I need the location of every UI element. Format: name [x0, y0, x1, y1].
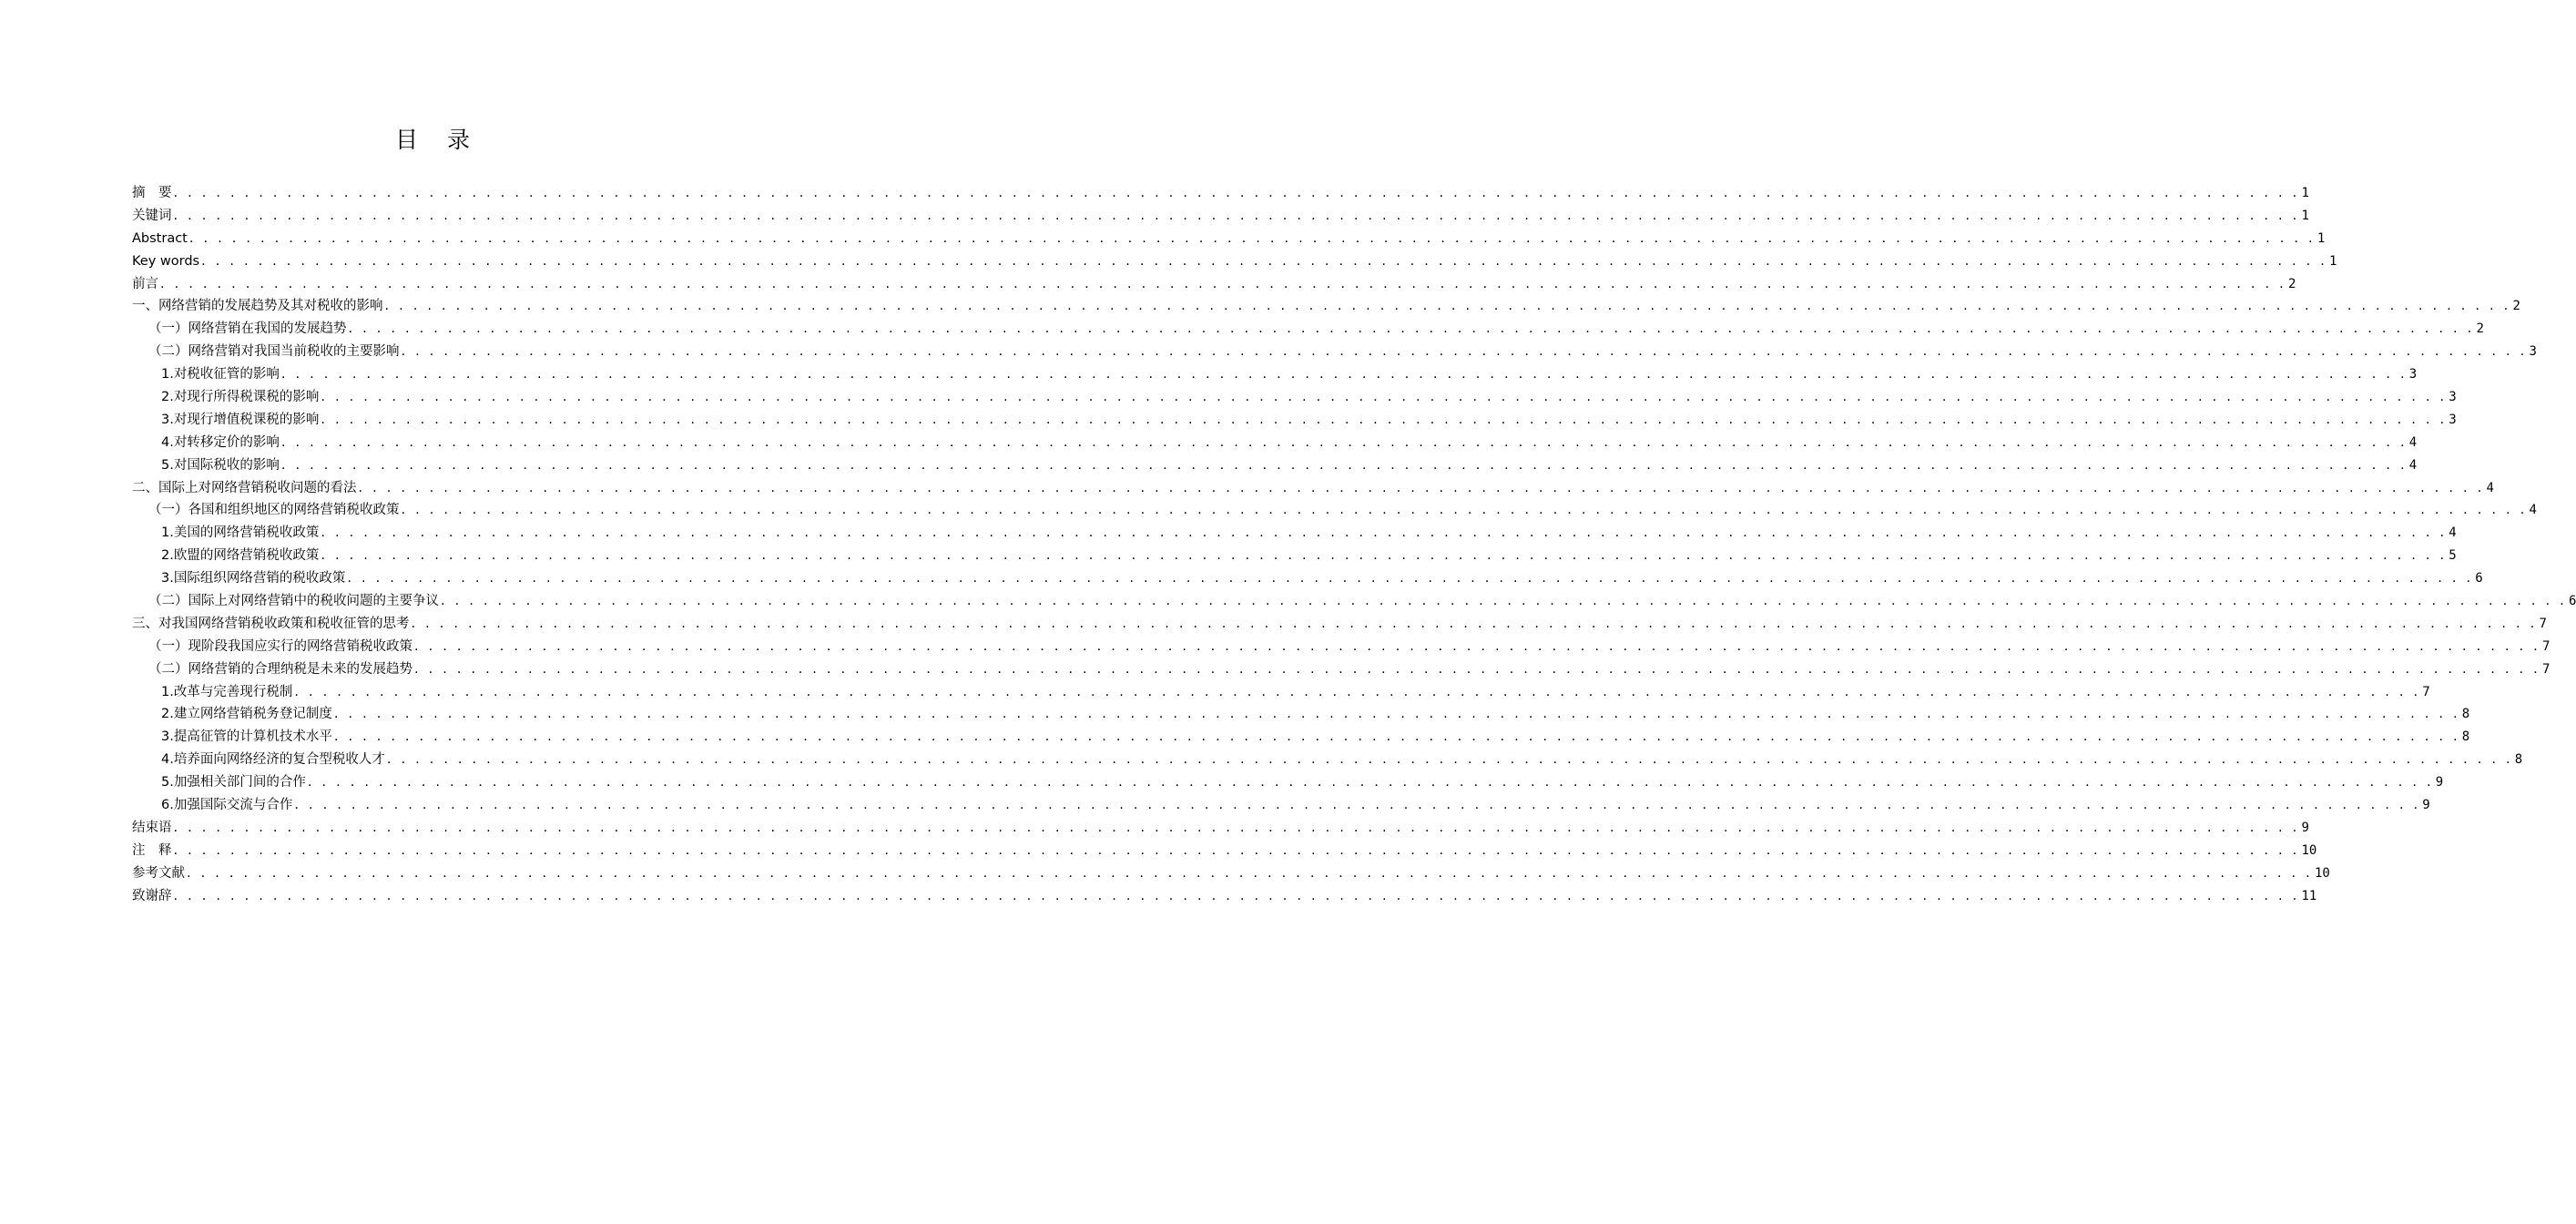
toc-entry-page-number: 4 [2529, 503, 2537, 518]
toc-entry-page-number: 8 [2461, 707, 2470, 722]
toc-leader-dots: . . . . . . . . . . . . . . . . . . . . . . . . . . . . . . . . . . . . . . . . . . . . . . . . . . . . . . . . . . . . . . . . . . . . . . . . . . . . . . . . . . . . . . . . . . . . . . . . . . . . . . . . . . . . . . . . . . . . . . . . . . . . . . . . . . . . . . . . . . . . . . . . . . . . . . [414, 638, 2540, 654]
toc-leader-dots: . . . . . . . . . . . . . . . . . . . . . . . . . . . . . . . . . . . . . . . . . . . . . . . . . . . . . . . . . . . . . . . . . . . . . . . . . . . . . . . . . . . . . . . . . . . . . . . . . . . . . . . . . . . . . . . . . . . . . . . . . . . . . . . . . . . . . . . . . . . . . . . . . . . . . . [280, 457, 2408, 473]
toc-entry-page-number: 5 [2449, 548, 2457, 564]
toc-entry-label: 三、对我国网络营销税收政策和税收征管的思考 [132, 616, 410, 631]
toc-leader-dots: . . . . . . . . . . . . . . . . . . . . . . . . . . . . . . . . . . . . . . . . . . . . . . . . . . . . . . . . . . . . . . . . . . . . . . . . . . . . . . . . . . . . . . . . . . . . . . . . . . . . . . . . . . . . . . . . . . . . . . . . . . . . . . . . . . . . . . . . . . . . . . . . . . . . . . [321, 548, 2448, 564]
toc-entry-label: 关键词 [132, 208, 172, 223]
toc-entry-label: 前言 [132, 276, 158, 291]
toc-entry[interactable] [132, 228, 2326, 250]
toc-entry-page-number: 8 [2461, 729, 2470, 745]
toc-entry[interactable] [132, 295, 2520, 318]
toc-entry-label: 4.对转移定价的影响 [161, 434, 280, 450]
toc-leader-dots: . . . . . . . . . . . . . . . . . . . . . . . . . . . . . . . . . . . . . . . . . . . . . . . . . . . . . . . . . . . . . . . . . . . . . . . . . . . . . . . . . . . . . . . . . . . . . . . . . . . . . . . . . . . . . . . . . . . . . . . . . . . . . . . . . . . . . . . . . . . . . . . . . . . . . . [173, 820, 2300, 835]
toc-entry[interactable] [132, 409, 2457, 432]
toc-entry-label: 5.加强相关部门间的合作 [161, 775, 306, 790]
toc-entry-label: （二）网络营销的合理纳税是未来的发展趋势 [148, 661, 412, 677]
toc-leader-dots: . . . . . . . . . . . . . . . . . . . . . . . . . . . . . . . . . . . . . . . . . . . . . . . . . . . . . . . . . . . . . . . . . . . . . . . . . . . . . . . . . . . . . . . . . . . . . . . . . . . . . . . . . . . . . . . . . . . . . . . . . . . . . . . . . . . . . . . . . . . . . . . . . . . . . . [173, 186, 2300, 200]
toc-leader-dots: . . . . . . . . . . . . . . . . . . . . . . . . . . . . . . . . . . . . . . . . . . . . . . . . . . . . . . . . . . . . . . . . . . . . . . . . . . . . . . . . . . . . . . . . . . . . . . . . . . . . . . . . . . . . . . . . . . . . . . . . . . . . . . . . . . . . . . . . . . . . . . . . . . . . . . [401, 503, 2528, 518]
toc-entry-page-number: 1 [2329, 253, 2337, 269]
toc-entry[interactable] [132, 885, 2317, 908]
toc-entry[interactable] [132, 205, 2309, 228]
toc-entry[interactable] [132, 613, 2547, 636]
toc-leader-dots: . . . . . . . . . . . . . . . . . . . . . . . . . . . . . . . . . . . . . . . . . . . . . . . . . . . . . . . . . . . . . . . . . . . . . . . . . . . . . . . . . . . . . . . . . . . . . . . . . . . . . . . . . . . . . . . . . . . . . . . . . . . . . . . . . . . . . . . . . . . . . . . . . . . . . . [321, 525, 2448, 541]
toc-entry-label: 一、网络营销的发展趋势及其对税收的影响 [132, 299, 383, 314]
toc-entry-label: （一）现阶段我国应实行的网络营销税收政策 [148, 638, 412, 654]
toc-entry-page-number: 6 [2568, 594, 2576, 609]
toc-entry-page-number: 7 [2539, 616, 2547, 631]
toc-leader-dots: . . . . . . . . . . . . . . . . . . . . . . . . . . . . . . . . . . . . . . . . . . . . . . . . . . . . . . . . . . . . . . . . . . . . . . . . . . . . . . . . . . . . . . . . . . . . . . . . . . . . . . . . . . . . . . . . . . . . . . . . . . . . . . . . . . . . . . . . . . . . . . . . . . . . . . [358, 480, 2485, 495]
toc-entry[interactable] [132, 318, 2484, 341]
toc-entry-label: Key words [132, 253, 200, 269]
toc-entry-page-number: 2 [2287, 276, 2296, 291]
toc-leader-dots: . . . . . . . . . . . . . . . . . . . . . . . . . . . . . . . . . . . . . . . . . . . . . . . . . . . . . . . . . . . . . . . . . . . . . . . . . . . . . . . . . . . . . . . . . . . . . . . . . . . . . . . . . . . . . . . . . . . . . . . . . . . . . . . . . . . . . . . . . . . . . . . . . . . . . . [188, 230, 2316, 246]
toc-entry-label: （二）网络营销对我国当前税收的主要影响 [148, 344, 400, 360]
toc-entry-page-number: 11 [2301, 888, 2317, 903]
toc-entry[interactable] [132, 545, 2457, 567]
toc-leader-dots: . . . . . . . . . . . . . . . . . . . . . . . . . . . . . . . . . . . . . . . . . . . . . . . . . . . . . . . . . . . . . . . . . . . . . . . . . . . . . . . . . . . . . . . . . . . . . . . . . . . . . . . . . . . . . . . . . . . . . . . . . . . . . . . . . . . . . . . . . . . . . . . . . . . . . . [160, 276, 2286, 291]
toc-leader-dots: . . . . . . . . . . . . . . . . . . . . . . . . . . . . . . . . . . . . . . . . . . . . . . . . . . . . . . . . . . . . . . . . . . . . . . . . . . . . . . . . . . . . . . . . . . . . . . . . . . . . . . . . . . . . . . . . . . . . . . . . . . . . . . . . . . . . . . . . . . . . . . . . . . . . . . [294, 684, 2421, 699]
toc-entry[interactable] [132, 840, 2317, 862]
toc-entry-label: （二）国际上对网络营销中的税收问题的主要争议 [148, 594, 439, 609]
toc-entry-label: 3.对现行增值税课税的影响 [161, 412, 320, 427]
toc-entry[interactable] [132, 567, 2483, 590]
toc-entry-label: 1.改革与完善现行税制 [161, 684, 293, 699]
toc-entry[interactable] [132, 794, 2430, 817]
toc-leader-dots: . . . . . . . . . . . . . . . . . . . . . . . . . . . . . . . . . . . . . . . . . . . . . . . . . . . . . . . . . . . . . . . . . . . . . . . . . . . . . . . . . . . . . . . . . . . . . . . . . . . . . . . . . . . . . . . . . . . . . . . . . . . . . . . . . . . . . . . . . . . . . . . . . . . . . . [201, 253, 2328, 269]
toc-entry[interactable] [132, 341, 2537, 363]
toc-leader-dots: . . . . . . . . . . . . . . . . . . . . . . . . . . . . . . . . . . . . . . . . . . . . . . . . . . . . . . . . . . . . . . . . . . . . . . . . . . . . . . . . . . . . . . . . . . . . . . . . . . . . . . . . . . . . . . . . . . . . . . . . . . . . . . . . . . . . . . . . . . . . . . . . . . . . . . [321, 390, 2448, 405]
toc-entry[interactable] [132, 454, 2418, 477]
toc-entry-label: （一）网络营销在我国的发展趋势 [148, 321, 347, 337]
toc-entry[interactable] [132, 499, 2537, 522]
toc-leader-dots: . . . . . . . . . . . . . . . . . . . . . . . . . . . . . . . . . . . . . . . . . . . . . . . . . . . . . . . . . . . . . . . . . . . . . . . . . . . . . . . . . . . . . . . . . . . . . . . . . . . . . . . . . . . . . . . . . . . . . . . . . . . . . . . . . . . . . . . . . . . . . . . . . . . . . . [173, 888, 2300, 903]
toc-leader-dots: . . . . . . . . . . . . . . . . . . . . . . . . . . . . . . . . . . . . . . . . . . . . . . . . . . . . . . . . . . . . . . . . . . . . . . . . . . . . . . . . . . . . . . . . . . . . . . . . . . . . . . . . . . . . . . . . . . . . . . . . . . . . . . . . . . . . . . . . . . . . . . . . . . . . . . [347, 571, 2474, 586]
toc-leader-dots: . . . . . . . . . . . . . . . . . . . . . . . . . . . . . . . . . . . . . . . . . . . . . . . . . . . . . . . . . . . . . . . . . . . . . . . . . . . . . . . . . . . . . . . . . . . . . . . . . . . . . . . . . . . . . . . . . . . . . . . . . . . . . . . . . . . . . . . . . . . . . . . . . . . . . . [280, 367, 2408, 382]
toc-entry-label: 2.建立网络营销税务登记制度 [161, 707, 332, 722]
toc-leader-dots: . . . . . . . . . . . . . . . . . . . . . . . . . . . . . . . . . . . . . . . . . . . . . . . . . . . . . . . . . . . . . . . . . . . . . . . . . . . . . . . . . . . . . . . . . . . . . . . . . . . . . . . . . . . . . . . . . . . . . . . . . . . . . . . . . . . . . . . . . . . . . . . . . . . . . . [414, 661, 2540, 677]
toc-entry[interactable] [132, 726, 2470, 749]
toc-leader-dots: . . . . . . . . . . . . . . . . . . . . . . . . . . . . . . . . . . . . . . . . . . . . . . . . . . . . . . . . . . . . . . . . . . . . . . . . . . . . . . . . . . . . . . . . . . . . . . . . . . . . . . . . . . . . . . . . . . . . . . . . . . . . . . . . . . . . . . . . . . . . . . . . . . . . . . [333, 729, 2460, 745]
toc-entry-page-number: 1 [2316, 230, 2326, 246]
toc-leader-dots: . . . . . . . . . . . . . . . . . . . . . . . . . . . . . . . . . . . . . . . . . . . . . . . . . . . . . . . . . . . . . . . . . . . . . . . . . . . . . . . . . . . . . . . . . . . . . . . . . . . . . . . . . . . . . . . . . . . . . . . . . . . . . . . . . . . . . . . . . . . . . . . . . . . . . . [411, 616, 2538, 631]
toc-leader-dots: . . . . . . . . . . . . . . . . . . . . . . . . . . . . . . . . . . . . . . . . . . . . . . . . . . . . . . . . . . . . . . . . . . . . . . . . . . . . . . . . . . . . . . . . . . . . . . . . . . . . . . . . . . . . . . . . . . . . . . . . . . . . . . . . . . . . . . . . . . . . . . . . . . . . . . [333, 707, 2460, 722]
toc-leader-dots: . . . . . . . . . . . . . . . . . . . . . . . . . . . . . . . . . . . . . . . . . . . . . . . . . . . . . . . . . . . . . . . . . . . . . . . . . . . . . . . . . . . . . . . . . . . . . . . . . . . . . . . . . . . . . . . . . . . . . . . . . . . . . . . . . . . . . . . . . . . . . . . . . . . . . . [386, 752, 2513, 768]
toc-entry-page-number: 4 [2449, 525, 2457, 541]
toc-entry-page-number: 2 [2512, 299, 2520, 314]
toc-title: 目 录 [395, 127, 481, 153]
toc-entry[interactable] [132, 363, 2418, 386]
table-of-contents [132, 182, 2576, 908]
toc-entry[interactable] [132, 636, 2551, 658]
toc-entry-page-number: 3 [2529, 344, 2537, 360]
toc-entry[interactable] [132, 386, 2457, 409]
toc-entry[interactable] [132, 658, 2551, 681]
toc-entry-label: 注 释 [132, 842, 172, 858]
toc-entry-page-number: 9 [2301, 820, 2309, 835]
toc-entry[interactable] [132, 681, 2430, 704]
toc-entry-page-number: 4 [2486, 480, 2494, 495]
toc-entry-page-number: 1 [2301, 186, 2309, 200]
toc-entry-page-number: 10 [2314, 865, 2330, 881]
toc-entry-page-number: 8 [2514, 752, 2523, 768]
toc-entry-page-number: 9 [2435, 775, 2444, 790]
toc-entry[interactable] [132, 862, 2330, 885]
toc-entry-label: Abstract [132, 230, 188, 246]
toc-entry-label: 参考文献 [132, 865, 185, 881]
toc-entry-label: （一）各国和组织地区的网络营销税收政策 [148, 503, 400, 518]
toc-entry-page-number: 9 [2422, 798, 2430, 813]
toc-entry-page-number: 2 [2476, 321, 2484, 337]
toc-entry-page-number: 6 [2475, 571, 2483, 586]
toc-entry-label: 2.欧盟的网络营销税收政策 [161, 548, 320, 564]
toc-entry-page-number: 3 [2449, 412, 2457, 427]
toc-entry[interactable] [132, 771, 2444, 794]
toc-entry-page-number: 1 [2301, 208, 2309, 223]
toc-leader-dots: . . . . . . . . . . . . . . . . . . . . . . . . . . . . . . . . . . . . . . . . . . . . . . . . . . . . . . . . . . . . . . . . . . . . . . . . . . . . . . . . . . . . . . . . . . . . . . . . . . . . . . . . . . . . . . . . . . . . . . . . . . . . . . . . . . . . . . . . . . . . . . . . . . . . . . [348, 321, 2475, 337]
toc-entry[interactable] [132, 273, 2296, 296]
toc-entry-label: 5.对国际税收的影响 [161, 457, 280, 473]
toc-entry-label: 致谢辞 [132, 888, 172, 903]
toc-entry[interactable] [132, 477, 2494, 500]
toc-leader-dots: . . . . . . . . . . . . . . . . . . . . . . . . . . . . . . . . . . . . . . . . . . . . . . . . . . . . . . . . . . . . . . . . . . . . . . . . . . . . . . . . . . . . . . . . . . . . . . . . . . . . . . . . . . . . . . . . . . . . . . . . . . . . . . . . . . . . . . . . . . . . . . . . . . . . . . [187, 865, 2313, 881]
toc-entry-label: 二、国际上对网络营销税收问题的看法 [132, 480, 357, 495]
toc-leader-dots: . . . . . . . . . . . . . . . . . . . . . . . . . . . . . . . . . . . . . . . . . . . . . . . . . . . . . . . . . . . . . . . . . . . . . . . . . . . . . . . . . . . . . . . . . . . . . . . . . . . . . . . . . . . . . . . . . . . . . . . . . . . . . . . . . . . . . . . . . . . . . . . . . . . . . . [294, 798, 2421, 813]
toc-entry-page-number: 3 [2449, 390, 2457, 405]
toc-leader-dots: . . . . . . . . . . . . . . . . . . . . . . . . . . . . . . . . . . . . . . . . . . . . . . . . . . . . . . . . . . . . . . . . . . . . . . . . . . . . . . . . . . . . . . . . . . . . . . . . . . . . . . . . . . . . . . . . . . . . . . . . . . . . . . . . . . . . . . . . . . . . . . . . . . . . . . [321, 412, 2448, 427]
toc-entry-label: 3.提高征管的计算机技术水平 [161, 729, 332, 745]
toc-entry-page-number: 7 [2541, 638, 2551, 654]
toc-leader-dots: . . . . . . . . . . . . . . . . . . . . . . . . . . . . . . . . . . . . . . . . . . . . . . . . . . . . . . . . . . . . . . . . . . . . . . . . . . . . . . . . . . . . . . . . . . . . . . . . . . . . . . . . . . . . . . . . . . . . . . . . . . . . . . . . . . . . . . . . . . . . . . . . . . . . . . [280, 434, 2408, 450]
toc-entry-label: 1.对税收征管的影响 [161, 367, 280, 382]
toc-entry-label: 摘 要 [132, 186, 172, 200]
toc-entry-page-number: 4 [2408, 434, 2418, 450]
toc-leader-dots: . . . . . . . . . . . . . . . . . . . . . . . . . . . . . . . . . . . . . . . . . . . . . . . . . . . . . . . . . . . . . . . . . . . . . . . . . . . . . . . . . . . . . . . . . . . . . . . . . . . . . . . . . . . . . . . . . . . . . . . . . . . . . . . . . . . . . . . . . . . . . . . . . . . . . . [441, 594, 2567, 609]
toc-entry[interactable] [132, 432, 2418, 454]
toc-entry-label: 结束语 [132, 820, 172, 835]
toc-leader-dots: . . . . . . . . . . . . . . . . . . . . . . . . . . . . . . . . . . . . . . . . . . . . . . . . . . . . . . . . . . . . . . . . . . . . . . . . . . . . . . . . . . . . . . . . . . . . . . . . . . . . . . . . . . . . . . . . . . . . . . . . . . . . . . . . . . . . . . . . . . . . . . . . . . . . . . [384, 299, 2511, 314]
toc-entry-page-number: 4 [2408, 457, 2418, 473]
toc-entry[interactable] [132, 817, 2309, 840]
toc-entry[interactable] [132, 703, 2470, 726]
toc-entry-label: 4.培养面向网络经济的复合型税收人才 [161, 752, 385, 768]
toc-entry[interactable] [132, 522, 2457, 545]
toc-entry-page-number: 10 [2301, 842, 2317, 858]
toc-entry[interactable] [132, 250, 2337, 273]
toc-entry-page-number: 7 [2422, 684, 2430, 699]
toc-entry-page-number: 7 [2541, 661, 2551, 677]
toc-entry-label: 6.加强国际交流与合作 [161, 798, 293, 813]
toc-entry-label: 2.对现行所得税课税的影响 [161, 390, 320, 405]
toc-entry[interactable] [132, 749, 2523, 771]
toc-entry[interactable] [132, 182, 2309, 205]
toc-entry-label: 1.美国的网络营销税收政策 [161, 525, 320, 541]
toc-leader-dots: . . . . . . . . . . . . . . . . . . . . . . . . . . . . . . . . . . . . . . . . . . . . . . . . . . . . . . . . . . . . . . . . . . . . . . . . . . . . . . . . . . . . . . . . . . . . . . . . . . . . . . . . . . . . . . . . . . . . . . . . . . . . . . . . . . . . . . . . . . . . . . . . . . . . . . [401, 344, 2528, 360]
toc-entry[interactable] [132, 590, 2576, 613]
toc-entry-label: 3.国际组织网络营销的税收政策 [161, 571, 346, 586]
toc-leader-dots: . . . . . . . . . . . . . . . . . . . . . . . . . . . . . . . . . . . . . . . . . . . . . . . . . . . . . . . . . . . . . . . . . . . . . . . . . . . . . . . . . . . . . . . . . . . . . . . . . . . . . . . . . . . . . . . . . . . . . . . . . . . . . . . . . . . . . . . . . . . . . . . . . . . . . . [173, 842, 2300, 858]
toc-leader-dots: . . . . . . . . . . . . . . . . . . . . . . . . . . . . . . . . . . . . . . . . . . . . . . . . . . . . . . . . . . . . . . . . . . . . . . . . . . . . . . . . . . . . . . . . . . . . . . . . . . . . . . . . . . . . . . . . . . . . . . . . . . . . . . . . . . . . . . . . . . . . . . . . . . . . . . [307, 775, 2434, 790]
toc-leader-dots: . . . . . . . . . . . . . . . . . . . . . . . . . . . . . . . . . . . . . . . . . . . . . . . . . . . . . . . . . . . . . . . . . . . . . . . . . . . . . . . . . . . . . . . . . . . . . . . . . . . . . . . . . . . . . . . . . . . . . . . . . . . . . . . . . . . . . . . . . . . . . . . . . . . . . . [173, 208, 2300, 223]
toc-entry-page-number: 3 [2408, 367, 2418, 382]
